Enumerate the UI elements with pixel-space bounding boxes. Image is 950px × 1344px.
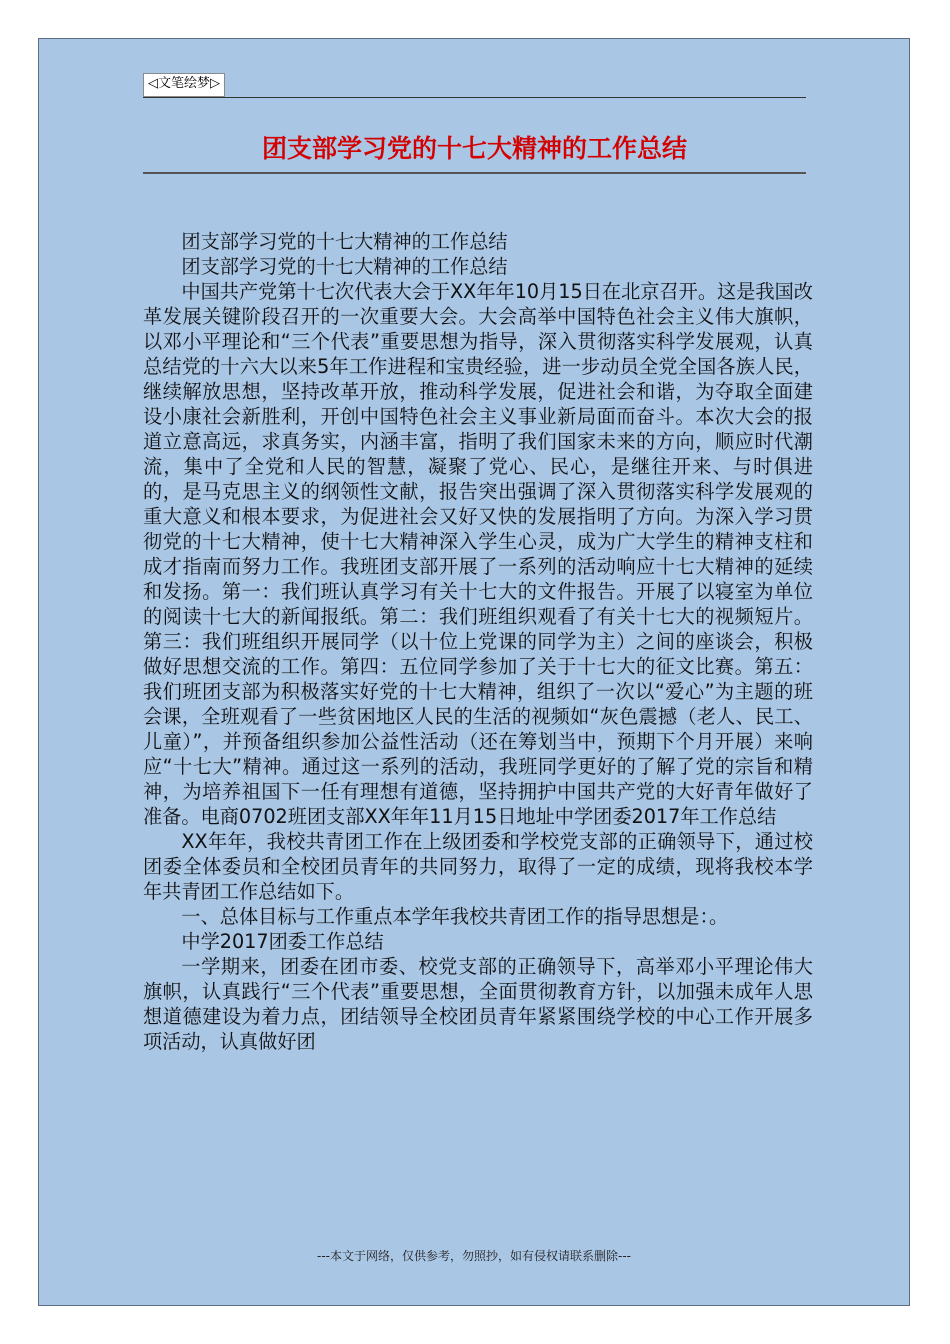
- header-rule: [143, 97, 806, 98]
- document-title: 团支部学习党的十七大精神的工作总结: [261, 134, 687, 163]
- footer-disclaimer: ---本文于网络，仅供参考，勿照抄，如有侵权请联系删除---: [317, 1249, 631, 1263]
- title-rule: [143, 172, 806, 174]
- document-body: [143, 229, 813, 1054]
- paragraph: 团支部学习党的十七大精神的工作总结: [181, 230, 508, 253]
- paragraph: XX年年，我校共青团工作在上级团委和学校党支部的正确领导下，通过校团委全体委员和全校团员青年的共同努力，取得了一定的成绩，现将我校本学年共青团工作总结如下。: [143, 830, 813, 903]
- paragraph: 一学期来，团委在团市委、校党支部的正确领导下，高举邓小平理论伟大旗帜，认真践行“三个代表”重要思想，全面贯彻教育方针，以加强未成年人思想道德建设为着力点，团结领导全校团员青年紧紧围绕学校的中心工作开展多项活动，认真做好团: [143, 955, 813, 1053]
- header-tag: ◁文笔绘梦▷: [143, 73, 225, 97]
- paragraph: 中国共产党第十七次代表大会于XX年年10月15日在北京召开。这是我国改革发展关键阶段召开的一次重要大会。大会高举中国特色社会主义伟大旗帜，以邓小平理论和“三个代表”重要思想为指导，深入贯彻落实科学发展观，认真总结党的十六大以来5年工作进程和宝贵经验，进一步动员全党全国各族人民，继续解放思想，坚持改革开放，推动科学发展，促进社会和谐，为夺取全面建设小康社会新胜利，开创中国特色社会主义事业新局面而奋斗。本次大会的报道立意高远，求真务实，内涵丰富，指明了我们国家未来的方向，顺应时代潮流，集中了全党和人民的智慧，凝聚了党心、民心，是继往开来、与时俱进的，是马克思主义的纲领性文献，报告突出强调了深入贯彻落实科学发展观的重大意义和根本要求，为促进社会又好又快的发展指明了方向。为深入学习贯彻党的十七大精神，使十七大精神深入学生心灵，成为广大学生的精神支柱和成才指南而努力工作。我班团支部开展了一系列的活动响应十七大精神的延续和发扬。第一：我们班认真学习有关十七大的文件报告。开展了以寝室为单位的阅读十七大的新闻报纸。第二：我们班组织观看了有关十七大的视频短片。第三：我们班组织开展同学（以十位上党课的同学为主）之间的座谈会，积极做好思想交流的工作。第四：五位同学参加了关于十七大的征文比赛。第五：我们班团支部为积极落实好党的十七大精神，组织了一次以“爱心”为主题的班会课，全班观看了一些贫困地区人民的生活的视频如“灰色震撼（老人、民工、儿童）”，并预备组织参加公益性活动（还在筹划当中，预期下个月开展）来响应“十七大”精神。通过这一系列的活动，我班同学更好的了解了党的宗旨和精神，为培养祖国下一任有理想有道德，坚持拥护中国共产党的大好青年做好了准备。电商0702班团支部XX年年11月15日地址中学团委2017年工作总结: [143, 280, 813, 828]
- paragraph: 一、总体目标与工作重点本学年我校共青团工作的指导思想是：。: [181, 905, 729, 928]
- paragraph: 团支部学习党的十七大精神的工作总结: [181, 255, 508, 278]
- paragraph: 中学2017团委工作总结: [181, 930, 384, 953]
